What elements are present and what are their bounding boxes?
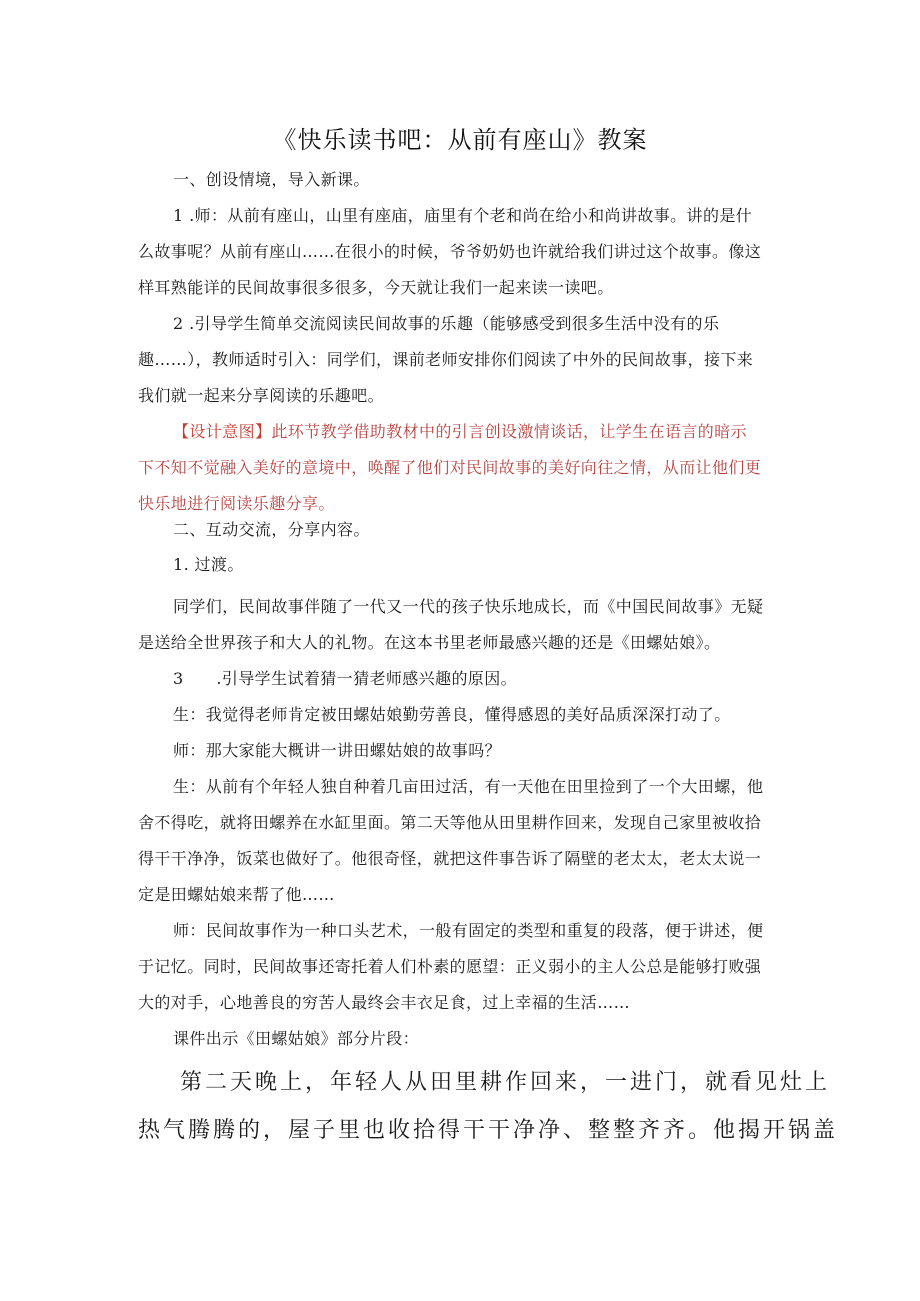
design-intent-text: 此环节教学借助教材中的引言创设激情谈话，让学生在语言的暗示	[271, 422, 748, 441]
student-story-line-2: 舍不得吃，就将田螺养在水缸里面。第二天等他从田里耕作回来，发现自己家里被收拾	[138, 813, 762, 832]
item-1: 1. 过渡。	[173, 555, 244, 574]
paragraph-3-line-2: 是送给全世界孩子和大人的礼物。在这本书里老师最感兴趣的还是《田螺姑娘》。	[138, 633, 721, 652]
item-3: 3 .引导学生试着猜一猜老师感兴趣的原因。	[173, 669, 518, 688]
student-story-line-4: 定是田螺姑娘来帮了他……	[138, 885, 335, 904]
teacher-explain-line-2: 于记忆。同时，民间故事还寄托着人们朴素的愿望：正义弱小的主人公总是能够打败强	[138, 957, 762, 976]
student-story-line-3: 得干干净净，饭菜也做好了。他很奇怪，就把这件事告诉了隔壁的老太太，老太太说一	[138, 849, 762, 868]
design-intent-line-1	[173, 422, 747, 442]
paragraph-3-line-1: 同学们，民间故事伴随了一代又一代的孩子快乐地成长，而《中国民间故事》无疑	[173, 597, 764, 616]
paragraph-1-line-3: 样耳熟能详的民间故事很多很多，今天就让我们一起来读一读吧。	[138, 278, 614, 297]
paragraph-1-line-2: 么故事呢？从前有座山……在很小的时候，爷爷奶奶也许就给我们讲过这个故事。像这	[138, 242, 762, 261]
student-story-line-1: 生：从前有个年轻人独自种着几亩田过活，有一天他在田里捡到了一个大田螺，他	[173, 777, 764, 796]
teacher-explain-line-3: 大的对手，心地善良的穷苦人最终会丰衣足食，过上幸福的生活……	[138, 993, 631, 1012]
student-line-1: 生：我觉得老师肯定被田螺姑娘勤劳善良，懂得感恩的美好品质深深打动了。	[173, 705, 731, 724]
design-intent-line-2: 下不知不觉融入美好的意境中，唤醒了他们对民间故事的美好向往之情，从而让他们更	[138, 458, 762, 477]
teacher-explain-line-1: 师：民间故事作为一种口头艺术，一般有固定的类型和重复的段落，便于讲述，便	[173, 921, 764, 940]
section-heading-2: 二、互动交流，分享内容。	[173, 520, 370, 539]
excerpt-intro: 课件出示《田螺姑娘》部分片段：	[173, 1029, 420, 1048]
page-title: 《快乐读书吧：从前有座山》教案	[272, 126, 648, 154]
excerpt-line-1: 第二天晚上，年轻人从田里耕作回来，一进门，就看见灶上	[180, 1070, 831, 1095]
paragraph-2-line-2: 趣……），教师适时引入：同学们，课前老师安排你们阅读了中外的民间故事，接下来	[138, 350, 754, 369]
section-heading-1: 一、创设情境，导入新课。	[173, 170, 370, 189]
paragraph-1-line-1: 1 .师：从前有座山，山里有座庙，庙里有个老和尚在给小和尚讲故事。讲的是什	[173, 206, 753, 225]
design-intent-line-3: 快乐地进行阅读乐趣分享。	[138, 494, 335, 513]
teacher-line-1: 师：那大家能大概讲一讲田螺姑娘的故事吗？	[173, 741, 502, 760]
excerpt-line-2: 热气腾腾的，屋子里也收拾得干干净净、整整齐齐。他揭开锅盖	[138, 1118, 839, 1143]
paragraph-2-line-1: 2 .引导学生简单交流阅读民间故事的乐趣（能够感受到很多生活中没有的乐	[173, 314, 720, 333]
paragraph-2-line-3: 我们就一起来分享阅读的乐趣吧。	[138, 386, 385, 405]
design-intent-tag: 【设计意图】	[173, 422, 272, 441]
